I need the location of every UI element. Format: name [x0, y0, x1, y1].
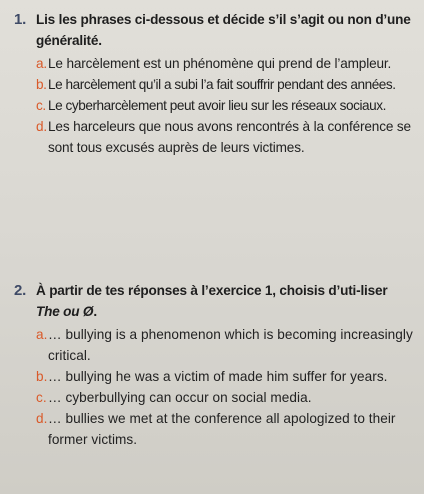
exercise-2-items	[14, 324, 414, 450]
item-letter: d.	[36, 119, 48, 134]
exercise-1	[14, 9, 414, 158]
item-letter: b.	[36, 77, 47, 92]
item-text: … bullies we met at the conference all apologized to their former victims.	[48, 411, 396, 447]
exercise-1-items	[14, 53, 414, 158]
exercise-1-item-a	[36, 53, 414, 74]
exercise-2	[14, 280, 414, 450]
item-letter: c.	[36, 98, 46, 113]
exercise-2-item-c	[36, 387, 414, 408]
item-text: Le harcèlement est un phénomène qui prend de l’ampleur.	[48, 56, 392, 71]
item-text: Les harceleurs que nous avons rencontrés à la conférence se sont tous excusés auprès de leurs victimes.	[48, 119, 411, 155]
exercise-2-item-d	[36, 408, 414, 450]
item-letter: c.	[36, 390, 47, 405]
exercise-2-options: The ou Ø	[36, 304, 94, 319]
exercise-1-number: 1.	[14, 11, 27, 28]
item-text: … bullying he was a victim of made him suffer for years.	[48, 369, 388, 384]
exercise-2-instruction: À partir de tes réponses à l’exercice 1, choisis d’uti-liser	[36, 283, 388, 298]
item-letter: a.	[36, 56, 48, 71]
item-text: … bullying is a phenomenon which is becoming increasingly critical.	[48, 327, 413, 363]
item-text: … cyberbullying can occur on social media.	[48, 390, 312, 405]
item-letter: d.	[36, 411, 48, 426]
exercise-1-item-c	[36, 95, 414, 116]
item-letter: a.	[36, 327, 48, 342]
exercise-1-item-d	[36, 116, 414, 158]
item-letter: b.	[36, 369, 48, 384]
exercise-1-item-b	[36, 74, 414, 95]
exercise-1-instruction: Lis les phrases ci-dessous et décide s’il s’agit ou non d’une généralité.	[36, 12, 411, 48]
exercise-2-header	[14, 280, 414, 322]
exercise-1-header	[14, 9, 414, 51]
exercise-2-item-b	[36, 366, 414, 387]
exercise-2-item-a	[36, 324, 414, 366]
item-text: Le harcèlement qu’il a subi l’a fait souffrir pendant des années.	[48, 77, 396, 92]
exercise-2-instruction-end: .	[93, 304, 97, 319]
item-text: Le cyberharcèlement peut avoir lieu sur les réseaux sociaux.	[48, 98, 386, 113]
exercise-2-number: 2.	[14, 282, 27, 299]
